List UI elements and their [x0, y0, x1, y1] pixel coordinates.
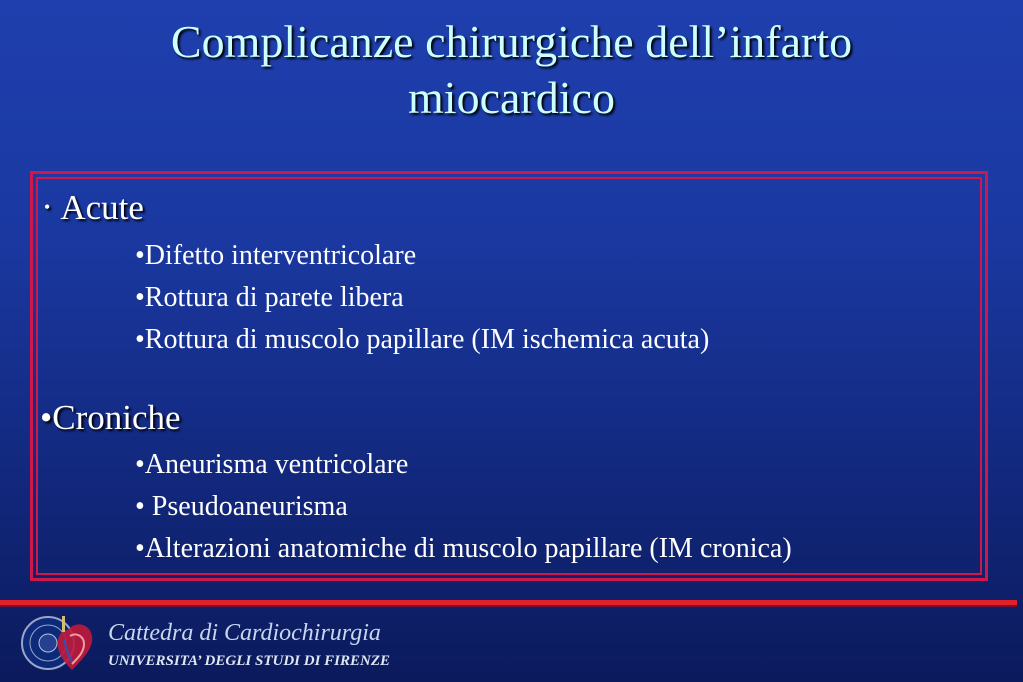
slide-title-line-1: Complicanze chirurgiche dell’infarto — [170, 16, 853, 67]
footer-department-title: Cattedra di Cardiochirurgia — [108, 620, 381, 646]
list-item: • Pseudoaneurisma — [135, 491, 348, 522]
list-item: •Difetto interventricolare — [135, 240, 417, 271]
footer-university-name: UNIVERSITA’ DEGLI STUDI DI FIRENZE — [108, 653, 391, 669]
acute-heading-label: Acute — [60, 188, 144, 227]
list-item: •Alterazioni anatomiche di muscolo papillare (IM cronica) — [135, 533, 792, 564]
slide-title-line-2: miocardico — [408, 72, 615, 123]
section-acute-heading — [44, 188, 144, 228]
list-item: •Rottura di muscolo papillare (IM ischemica acuta) — [135, 324, 710, 355]
bullet-icon: • — [44, 197, 51, 217]
footer-divider-shadow — [0, 605, 1017, 607]
list-item: •Rottura di parete libera — [135, 282, 404, 313]
slide-title — [0, 14, 1023, 126]
university-seal-heart-logo-icon — [20, 612, 100, 674]
section-croniche-heading: •Croniche — [40, 398, 181, 437]
list-item: •Aneurisma ventricolare — [135, 449, 409, 480]
